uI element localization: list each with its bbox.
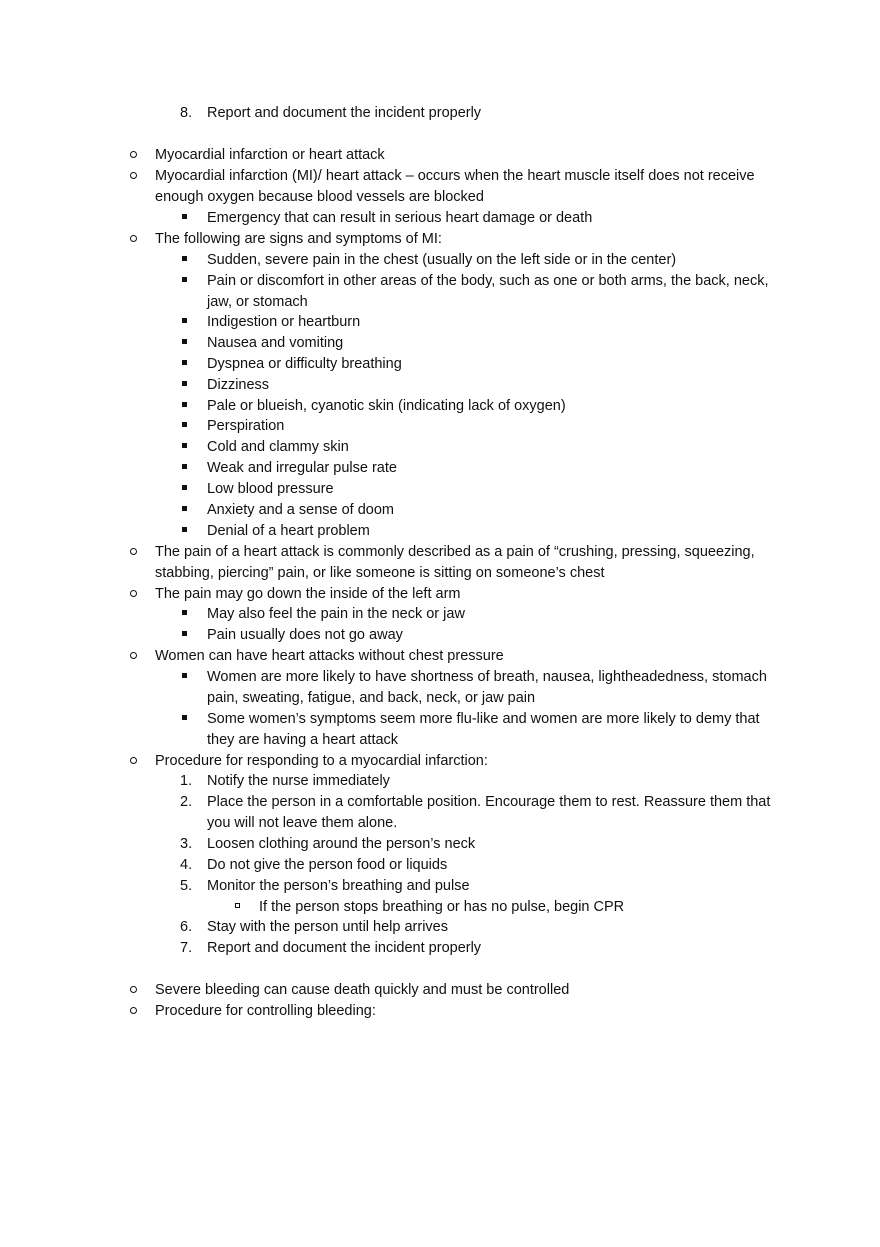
square-bullet-icon	[182, 339, 187, 344]
hollow-bullet-icon	[130, 235, 137, 242]
hollow-bullet-icon	[130, 590, 137, 597]
square-bullet-icon	[182, 214, 187, 219]
list-item-text: Report and document the incident properly	[207, 105, 482, 121]
hollow-bullet-icon	[130, 172, 137, 179]
bullet-text: Myocardial infarction (MI)/ heart attack – occurs when the heart muscle itself does not receive	[155, 168, 755, 184]
list-item-text-continued: you will not leave them alone.	[207, 815, 398, 831]
list-number: 2.	[180, 794, 193, 810]
bullet-text: Women can have heart attacks without chest pressure	[155, 648, 504, 664]
sub-bullet-text: Weak and irregular pulse rate	[207, 460, 397, 476]
bullet-text: The pain may go down the inside of the left arm	[155, 586, 461, 602]
sub-bullet-text-continued: pain, sweating, fatigue, and back, neck, or jaw pain	[207, 690, 536, 706]
bullet-text: The pain of a heart attack is commonly described as a pain of “crushing, pressing, squeezing,	[155, 544, 755, 560]
sub-bullet-text-continued: jaw, or stomach	[207, 294, 308, 310]
square-bullet-icon	[182, 631, 187, 636]
bullet-text: Procedure for responding to a myocardial infarction:	[155, 753, 488, 769]
square-bullet-icon	[182, 464, 187, 469]
sub-sub-bullet-text: If the person stops breathing or has no pulse, begin CPR	[259, 899, 625, 915]
square-bullet-icon	[182, 527, 187, 532]
sub-bullet-text: Cold and clammy skin	[207, 439, 349, 455]
hollow-bullet-icon	[130, 151, 137, 158]
list-item-text: Place the person in a comfortable position. Encourage them to rest. Reassure them that	[207, 794, 771, 810]
bullet-text: Severe bleeding can cause death quickly and must be controlled	[155, 982, 570, 998]
bullet-text-continued: enough oxygen because blood vessels are blocked	[155, 189, 484, 205]
square-bullet-icon	[182, 673, 187, 678]
bullet-text-continued: stabbing, piercing” pain, or like someone is sitting on someone’s chest	[155, 565, 605, 581]
list-item-text: Do not give the person food or liquids	[207, 857, 448, 873]
sub-bullet-text: Dyspnea or difficulty breathing	[207, 356, 402, 372]
square-bullet-icon	[182, 715, 187, 720]
sub-bullet-text: Dizziness	[207, 377, 270, 393]
sub-bullet-text: Denial of a heart problem	[207, 523, 370, 539]
hollow-square-bullet-icon	[235, 903, 240, 908]
sub-bullet-text: Pain usually does not go away	[207, 627, 403, 643]
square-bullet-icon	[182, 610, 187, 615]
bullet-text: The following are signs and symptoms of MI:	[155, 231, 442, 247]
sub-bullet-text: Pain or discomfort in other areas of the body, such as one or both arms, the back, neck,	[207, 273, 769, 289]
hollow-bullet-icon	[130, 652, 137, 659]
square-bullet-icon	[182, 485, 187, 490]
list-item-text: Report and document the incident properly	[207, 940, 482, 956]
bullet-text: Procedure for controlling bleeding:	[155, 1003, 376, 1019]
square-bullet-icon	[182, 360, 187, 365]
sub-bullet-text: Sudden, severe pain in the chest (usually on the left side or in the center)	[207, 252, 677, 268]
list-number: 4.	[180, 857, 193, 873]
sub-bullet-text: Some women’s symptoms seem more flu-like and women are more likely to demy that	[207, 711, 760, 727]
list-number: 5.	[180, 878, 193, 894]
list-item-text: Loosen clothing around the person’s neck	[207, 836, 476, 852]
list-number: 1.	[180, 773, 193, 789]
square-bullet-icon	[182, 277, 187, 282]
sub-bullet-text: Indigestion or heartburn	[207, 314, 361, 330]
sub-bullet-text: May also feel the pain in the neck or jaw	[207, 606, 465, 622]
hollow-bullet-icon	[130, 1007, 137, 1014]
list-number: 6.	[180, 919, 193, 935]
sub-bullet-text: Nausea and vomiting	[207, 335, 344, 351]
sub-bullet-text: Women are more likely to have shortness of breath, nausea, lightheadedness, stomach	[207, 669, 767, 685]
square-bullet-icon	[182, 422, 187, 427]
sub-bullet-text: Pale or blueish, cyanotic skin (indicating lack of oxygen)	[207, 398, 566, 414]
list-item-text: Stay with the person until help arrives	[207, 919, 448, 935]
square-bullet-icon	[182, 381, 187, 386]
sub-bullet-text: Perspiration	[207, 418, 285, 434]
sub-bullet-text-continued: they are having a heart attack	[207, 732, 399, 748]
sub-bullet-text: Anxiety and a sense of doom	[207, 502, 395, 518]
list-item-text: Notify the nurse immediately	[207, 773, 390, 789]
hollow-bullet-icon	[130, 986, 137, 993]
square-bullet-icon	[182, 506, 187, 511]
list-number: 8.	[180, 105, 193, 121]
square-bullet-icon	[182, 402, 187, 407]
sub-bullet-text: Low blood pressure	[207, 481, 334, 497]
list-number: 3.	[180, 836, 193, 852]
list-number: 7.	[180, 940, 193, 956]
bullet-text: Myocardial infarction or heart attack	[155, 147, 385, 163]
square-bullet-icon	[182, 443, 187, 448]
square-bullet-icon	[182, 256, 187, 261]
hollow-bullet-icon	[130, 548, 137, 555]
list-item-text: Monitor the person’s breathing and pulse	[207, 878, 470, 894]
sub-bullet-text: Emergency that can result in serious heart damage or death	[207, 210, 593, 226]
hollow-bullet-icon	[130, 757, 137, 764]
square-bullet-icon	[182, 318, 187, 323]
